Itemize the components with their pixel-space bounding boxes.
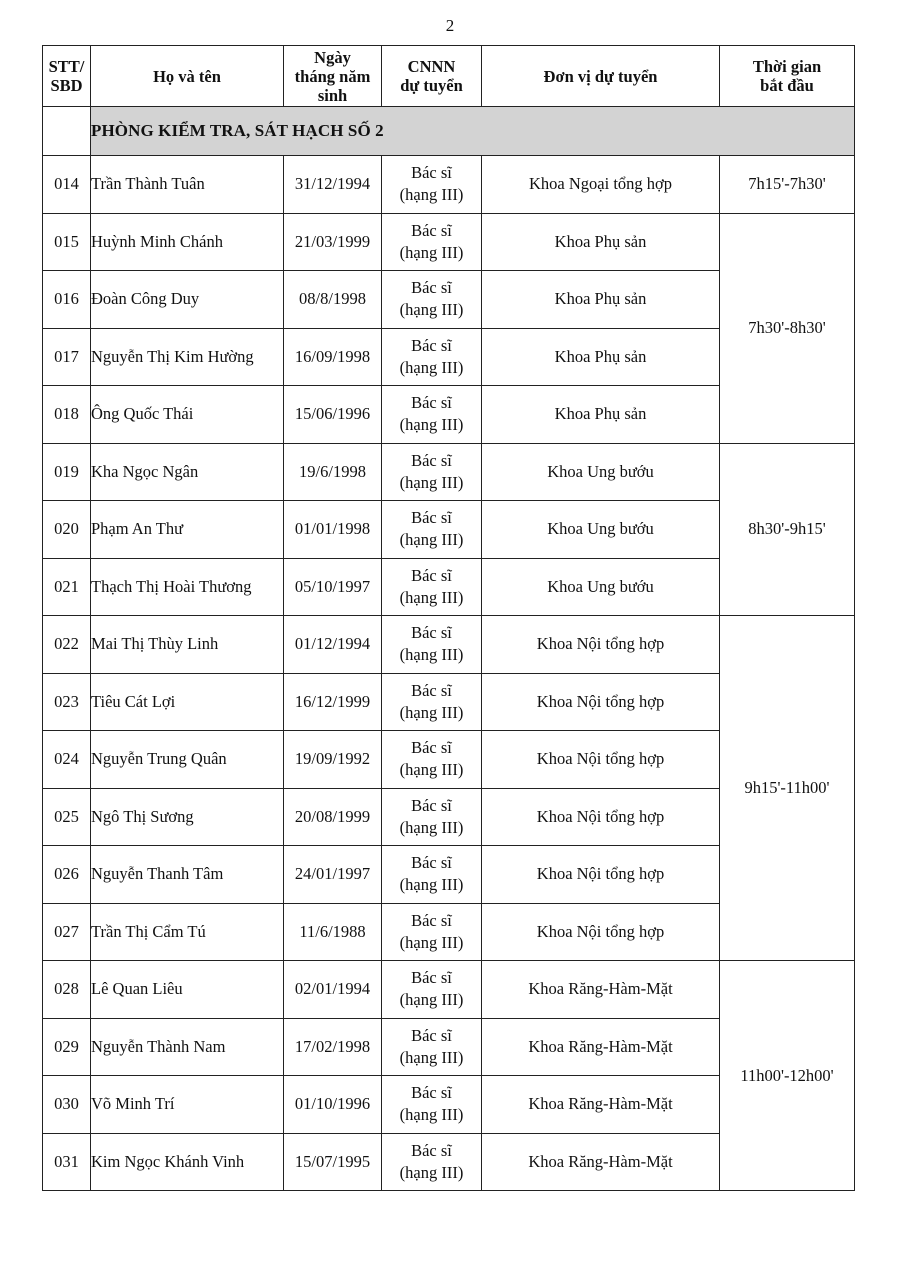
cell-unit: Khoa Răng-Hàm-Mặt [482,1018,720,1076]
cell-dob: 05/10/1997 [284,558,382,616]
header-dob [284,46,382,107]
cell-name: Kha Ngọc Ngân [91,443,284,501]
cell-name: Đoàn Công Duy [91,271,284,329]
cell-stt: 030 [43,1076,91,1134]
cell-unit: Khoa Ung bướu [482,501,720,559]
cell-stt: 022 [43,616,91,674]
position-title: Bác sĩ [411,853,452,873]
cell-name: Ngô Thị Sương [91,788,284,846]
cell-dob: 01/12/1994 [284,616,382,674]
position-grade: (hạng III) [399,587,464,607]
cell-dob: 24/01/1997 [284,846,382,904]
header-time-line: bắt đầu [760,76,814,95]
position-title: Bác sĩ [411,1083,452,1103]
cell-position [382,846,482,904]
cell-unit: Khoa Ngoại tổng hợp [482,156,720,214]
cell-stt: 020 [43,501,91,559]
header-time-line: Thời gian [752,57,822,76]
cell-dob: 21/03/1999 [284,213,382,271]
header-name-line: Họ và tên [153,66,221,86]
header-stt-line: SBD [50,76,83,95]
cell-name: Kim Ngọc Khánh Vinh [91,1133,284,1191]
cell-start-time: 9h15'-11h00' [720,616,855,961]
header-time [720,46,855,107]
position-grade: (hạng III) [399,530,464,550]
cell-stt: 024 [43,731,91,789]
cell-dob: 17/02/1998 [284,1018,382,1076]
cell-stt: 025 [43,788,91,846]
cell-name: Mai Thị Thùy Linh [91,616,284,674]
position-title: Bác sĩ [411,450,452,470]
position-title: Bác sĩ [411,163,452,183]
position-grade: (hạng III) [399,760,464,780]
position-title: Bác sĩ [411,738,452,758]
exam-schedule-table [42,45,855,1191]
cell-position [382,156,482,214]
header-dob-line: tháng năm [294,66,371,86]
position-grade: (hạng III) [399,702,464,722]
position-grade: (hạng III) [399,932,464,952]
position-title: Bác sĩ [411,795,452,815]
position-title: Bác sĩ [411,968,452,988]
cell-unit: Khoa Ung bướu [482,443,720,501]
cell-position [382,1018,482,1076]
cell-stt: 016 [43,271,91,329]
cell-unit: Khoa Phụ sản [482,386,720,444]
cell-stt: 029 [43,1018,91,1076]
cell-unit: Khoa Nội tổng hợp [482,616,720,674]
position-grade: (hạng III) [399,990,464,1010]
cell-name: Nguyễn Thị Kim Hường [91,328,284,386]
cell-unit: Khoa Răng-Hàm-Mặt [482,961,720,1019]
cell-unit: Khoa Phụ sản [482,271,720,329]
header-dob-line: sinh [317,85,348,105]
header-position-line: CNNN [407,57,456,76]
section-empty-cell [43,107,91,156]
position-grade: (hạng III) [399,1162,464,1182]
position-grade: (hạng III) [399,242,464,262]
cell-unit: Khoa Răng-Hàm-Mặt [482,1133,720,1191]
position-grade: (hạng III) [399,645,464,665]
cell-stt: 026 [43,846,91,904]
cell-name: Ông Quốc Thái [91,386,284,444]
cell-name: Thạch Thị Hoài Thương [91,558,284,616]
cell-stt: 023 [43,673,91,731]
cell-dob: 15/06/1996 [284,386,382,444]
table-row [43,443,855,501]
position-title: Bác sĩ [411,565,452,585]
section-title: PHÒNG KIỂM TRA, SÁT HẠCH SỐ 2 [91,107,855,156]
cell-position [382,961,482,1019]
cell-name: Trần Thành Tuân [91,156,284,214]
table-row [43,616,855,674]
position-grade: (hạng III) [399,185,464,205]
cell-name: Nguyễn Thanh Tâm [91,846,284,904]
table-row [43,213,855,271]
position-title: Bác sĩ [411,508,452,528]
cell-position [382,328,482,386]
cell-dob: 31/12/1994 [284,156,382,214]
cell-stt: 014 [43,156,91,214]
cell-dob: 08/8/1998 [284,271,382,329]
cell-position [382,1076,482,1134]
cell-unit: Khoa Răng-Hàm-Mặt [482,1076,720,1134]
cell-stt: 021 [43,558,91,616]
header-name [91,46,284,107]
cell-position [382,616,482,674]
position-title: Bác sĩ [411,1140,452,1160]
cell-unit: Khoa Nội tổng hợp [482,903,720,961]
cell-name: Phạm An Thư [91,501,284,559]
cell-position [382,558,482,616]
cell-unit: Khoa Nội tổng hợp [482,846,720,904]
position-title: Bác sĩ [411,623,452,643]
cell-unit: Khoa Nội tổng hợp [482,731,720,789]
table-row [43,156,855,214]
cell-unit: Khoa Phụ sản [482,213,720,271]
cell-dob: 02/01/1994 [284,961,382,1019]
cell-position [382,501,482,559]
cell-name: Tiêu Cát Lợi [91,673,284,731]
cell-stt: 018 [43,386,91,444]
position-grade: (hạng III) [399,875,464,895]
cell-position [382,386,482,444]
cell-start-time: 11h00'-12h00' [720,961,855,1191]
cell-position [382,788,482,846]
cell-stt: 015 [43,213,91,271]
position-title: Bác sĩ [411,680,452,700]
cell-dob: 16/09/1998 [284,328,382,386]
header-position [382,46,482,107]
position-title: Bác sĩ [411,335,452,355]
position-title: Bác sĩ [411,220,452,240]
header-row [43,46,855,107]
cell-stt: 031 [43,1133,91,1191]
position-title: Bác sĩ [411,393,452,413]
cell-dob: 11/6/1988 [284,903,382,961]
cell-position [382,903,482,961]
cell-dob: 20/08/1999 [284,788,382,846]
cell-name: Nguyễn Thành Nam [91,1018,284,1076]
position-grade: (hạng III) [399,817,464,837]
cell-position [382,443,482,501]
cell-name: Trần Thị Cẩm Tú [91,903,284,961]
cell-name: Nguyễn Trung Quân [91,731,284,789]
cell-dob: 19/09/1992 [284,731,382,789]
position-grade: (hạng III) [399,300,464,320]
cell-unit: Khoa Nội tổng hợp [482,673,720,731]
table-row [43,961,855,1019]
section-row [43,107,855,156]
cell-position [382,731,482,789]
position-grade: (hạng III) [399,1047,464,1067]
cell-dob: 15/07/1995 [284,1133,382,1191]
cell-name: Võ Minh Trí [91,1076,284,1134]
header-stt-line: STT/ [48,57,85,76]
header-unit-line: Đơn vị dự tuyển [543,66,658,86]
cell-stt: 017 [43,328,91,386]
cell-unit: Khoa Nội tổng hợp [482,788,720,846]
position-grade: (hạng III) [399,415,464,435]
cell-start-time: 7h15'-7h30' [720,156,855,214]
cell-name: Huỳnh Minh Chánh [91,213,284,271]
cell-stt: 027 [43,903,91,961]
cell-name: Lê Quan Liêu [91,961,284,1019]
header-dob-line: Ngày [314,47,351,67]
cell-start-time: 8h30'-9h15' [720,443,855,616]
position-title: Bác sĩ [411,278,452,298]
cell-unit: Khoa Ung bướu [482,558,720,616]
cell-unit: Khoa Phụ sản [482,328,720,386]
cell-start-time: 7h30'-8h30' [720,213,855,443]
cell-position [382,271,482,329]
cell-dob: 16/12/1999 [284,673,382,731]
cell-dob: 01/10/1996 [284,1076,382,1134]
header-position-line: dự tuyển [400,76,463,95]
position-grade: (hạng III) [399,472,464,492]
header-stt [43,46,91,107]
cell-stt: 028 [43,961,91,1019]
position-grade: (hạng III) [399,357,464,377]
cell-dob: 19/6/1998 [284,443,382,501]
header-unit [482,46,720,107]
cell-stt: 019 [43,443,91,501]
position-grade: (hạng III) [399,1105,464,1125]
cell-position [382,213,482,271]
position-title: Bác sĩ [411,1025,452,1045]
cell-position [382,1133,482,1191]
cell-dob: 01/01/1998 [284,501,382,559]
page-number: 2 [445,16,455,35]
cell-position [382,673,482,731]
position-title: Bác sĩ [411,910,452,930]
